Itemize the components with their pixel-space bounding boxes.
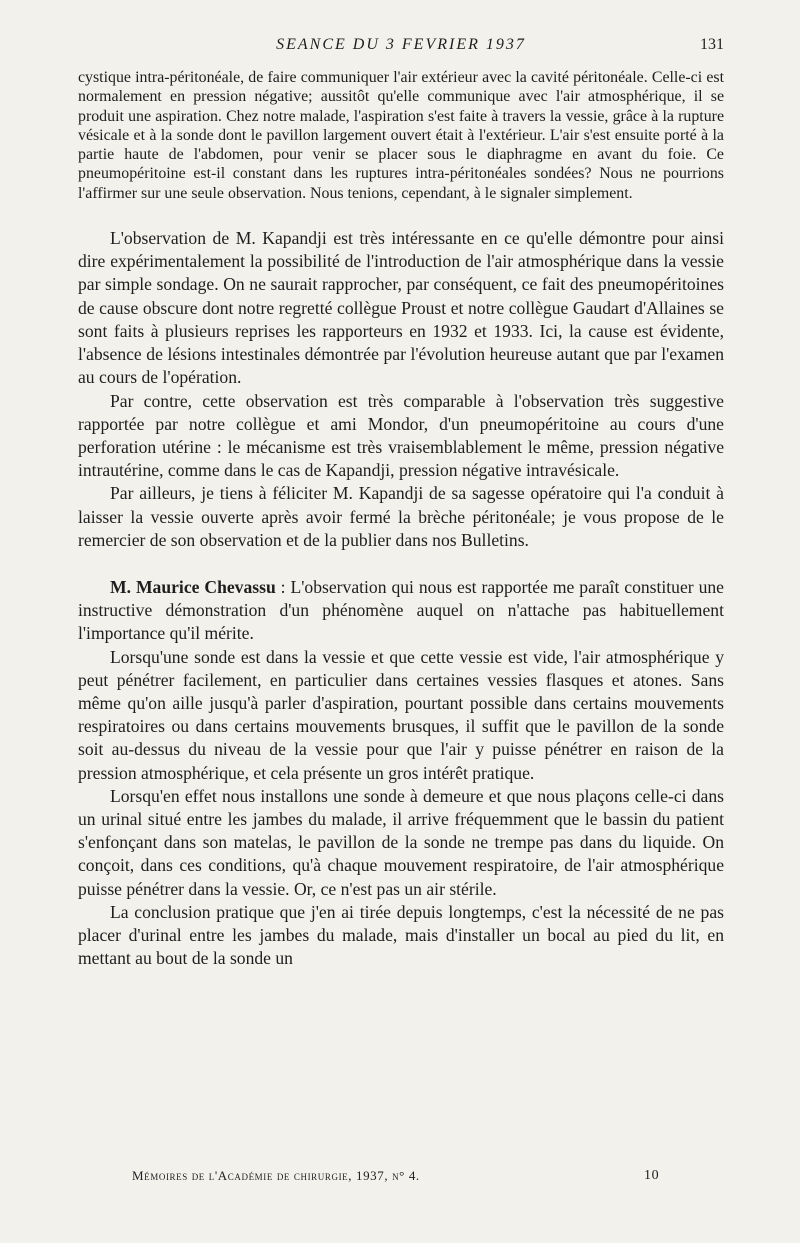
- paragraph-continued: cystique intra-péritonéale, de faire communiquer l'air extérieur avec la cavité péritonéale. Celle-ci est normalement en pression négative; aussitôt qu'elle communique avec l'air atmosphérique, il se produit une aspiration. Chez notre malade, l'aspiration s'est faite à travers la vessie, grâce à la rupture vésicale et à la sonde dont le pavillon largement ouvert était à l'extérieur. L'air s'est ensuite porté à la partie haute de l'abdomen, pour venir se placer sous le diaphragme en avant du foie. Ce pneumopéritoine est-il constant dans les ruptures intra-péritonéales sondées? Nous ne pourrions l'affirmer sur une seule observation. Nous tenions, cependant, à le signaler simplement.: [78, 69, 724, 202]
- paragraph-urinal: Lorsqu'en effet nous installons une sonde à demeure et que nous plaçons celle-ci dans un urinal situé entre les jambes du malade, il arrive fréquemment que le bassin du patient s'enfonçant dans son matelas, le pavillon de la sonde ne trempe pas dans du liquide. On conçoit, dans ces conditions, qu'à chaque mouvement respiratoire, de l'air atmosphérique puisse pénétrer dans la vessie. Or, ce n'est pas un air stérile.: [78, 785, 724, 899]
- speaker-name: M. Maurice Chevassu: [110, 576, 276, 597]
- journal-reference: Mémoires de l'Académie de chirurgie, 1937, n° 4.: [132, 1168, 420, 1183]
- paragraph-chevassu-intro: [78, 576, 724, 646]
- paragraph-mondor-comparison: Par contre, cette observation est très comparable à l'observation très suggestive rapportée par notre collègue et ami Mondor, d'un pneumopéritoine au cours d'une perforation utérine : le mécanisme est très vraisemblablement le même, pression négative intrautérine, comme dans le cas de Kapandji, pression négative intravésicale.: [78, 390, 724, 481]
- header-title: SEANCE DU 3 FEVRIER 1937: [276, 36, 526, 53]
- paragraph-sonde-vessie: Lorsqu'une sonde est dans la vessie et que cette vessie est vide, l'air atmosphérique y peut pénétrer facilement, en particulier dans certaines vessies flasques et atones. Sans même qu'on aille jusqu'à parler d'aspiration, pourtant possible dans certains mouvements respiratoires ou dans certains mouvements brusques, il suffit que le pavillon de la sonde soit au-dessus du niveau de la vessie pour que l'air y puisse pénétrer en raison de la pression atmosphérique, et cela présente un gros intérêt pratique.: [78, 646, 724, 783]
- speaker-remark: : L'observation qui nous est rapportée me paraît constituer une instructive démonstration d'un phénomène auquel on n'attache pas habituellement l'importance qu'il mérite.: [78, 576, 724, 644]
- running-header: [78, 30, 724, 54]
- paragraph-kapandji-observation: L'observation de M. Kapandji est très intéressante en ce qu'elle démontre pour ainsi dire expérimentalement la possibilité de l'introduction de l'air atmosphérique dans la vessie par simple sondage. On ne saurait rapprocher, par conséquent, ce fait des pneumopéritoines de cause obscure dont notre regretté collègue Proust et notre collègue Gaudart d'Allaines se sont faits à plusieurs reprises les rapporteurs en 1932 et 1933. Ici, la cause est évidente, l'absence de lésions intestinales démontrée par l'évolution heureuse autant que par l'examen au cours de l'opération.: [78, 228, 724, 388]
- paragraph-conclusion: La conclusion pratique que j'en ai tirée depuis longtemps, c'est la nécessité de ne pas placer d'urinal entre les jambes du malade, mais d'installer un bocal au pied du lit, en mettant au bout de la sonde un: [78, 901, 724, 969]
- paragraph-felicitations: Par ailleurs, je tiens à féliciter M. Kapandji de sa sagesse opératoire qui l'a conduit à laisser la vessie ouverte après avoir fermé la brèche péritonéale; je vous propose de le remercier de son observation et de la publier dans nos Bulletins.: [78, 483, 724, 550]
- page-content: [78, 30, 724, 970]
- signature-mark: 10: [644, 1168, 660, 1183]
- page-number: 131: [700, 36, 724, 53]
